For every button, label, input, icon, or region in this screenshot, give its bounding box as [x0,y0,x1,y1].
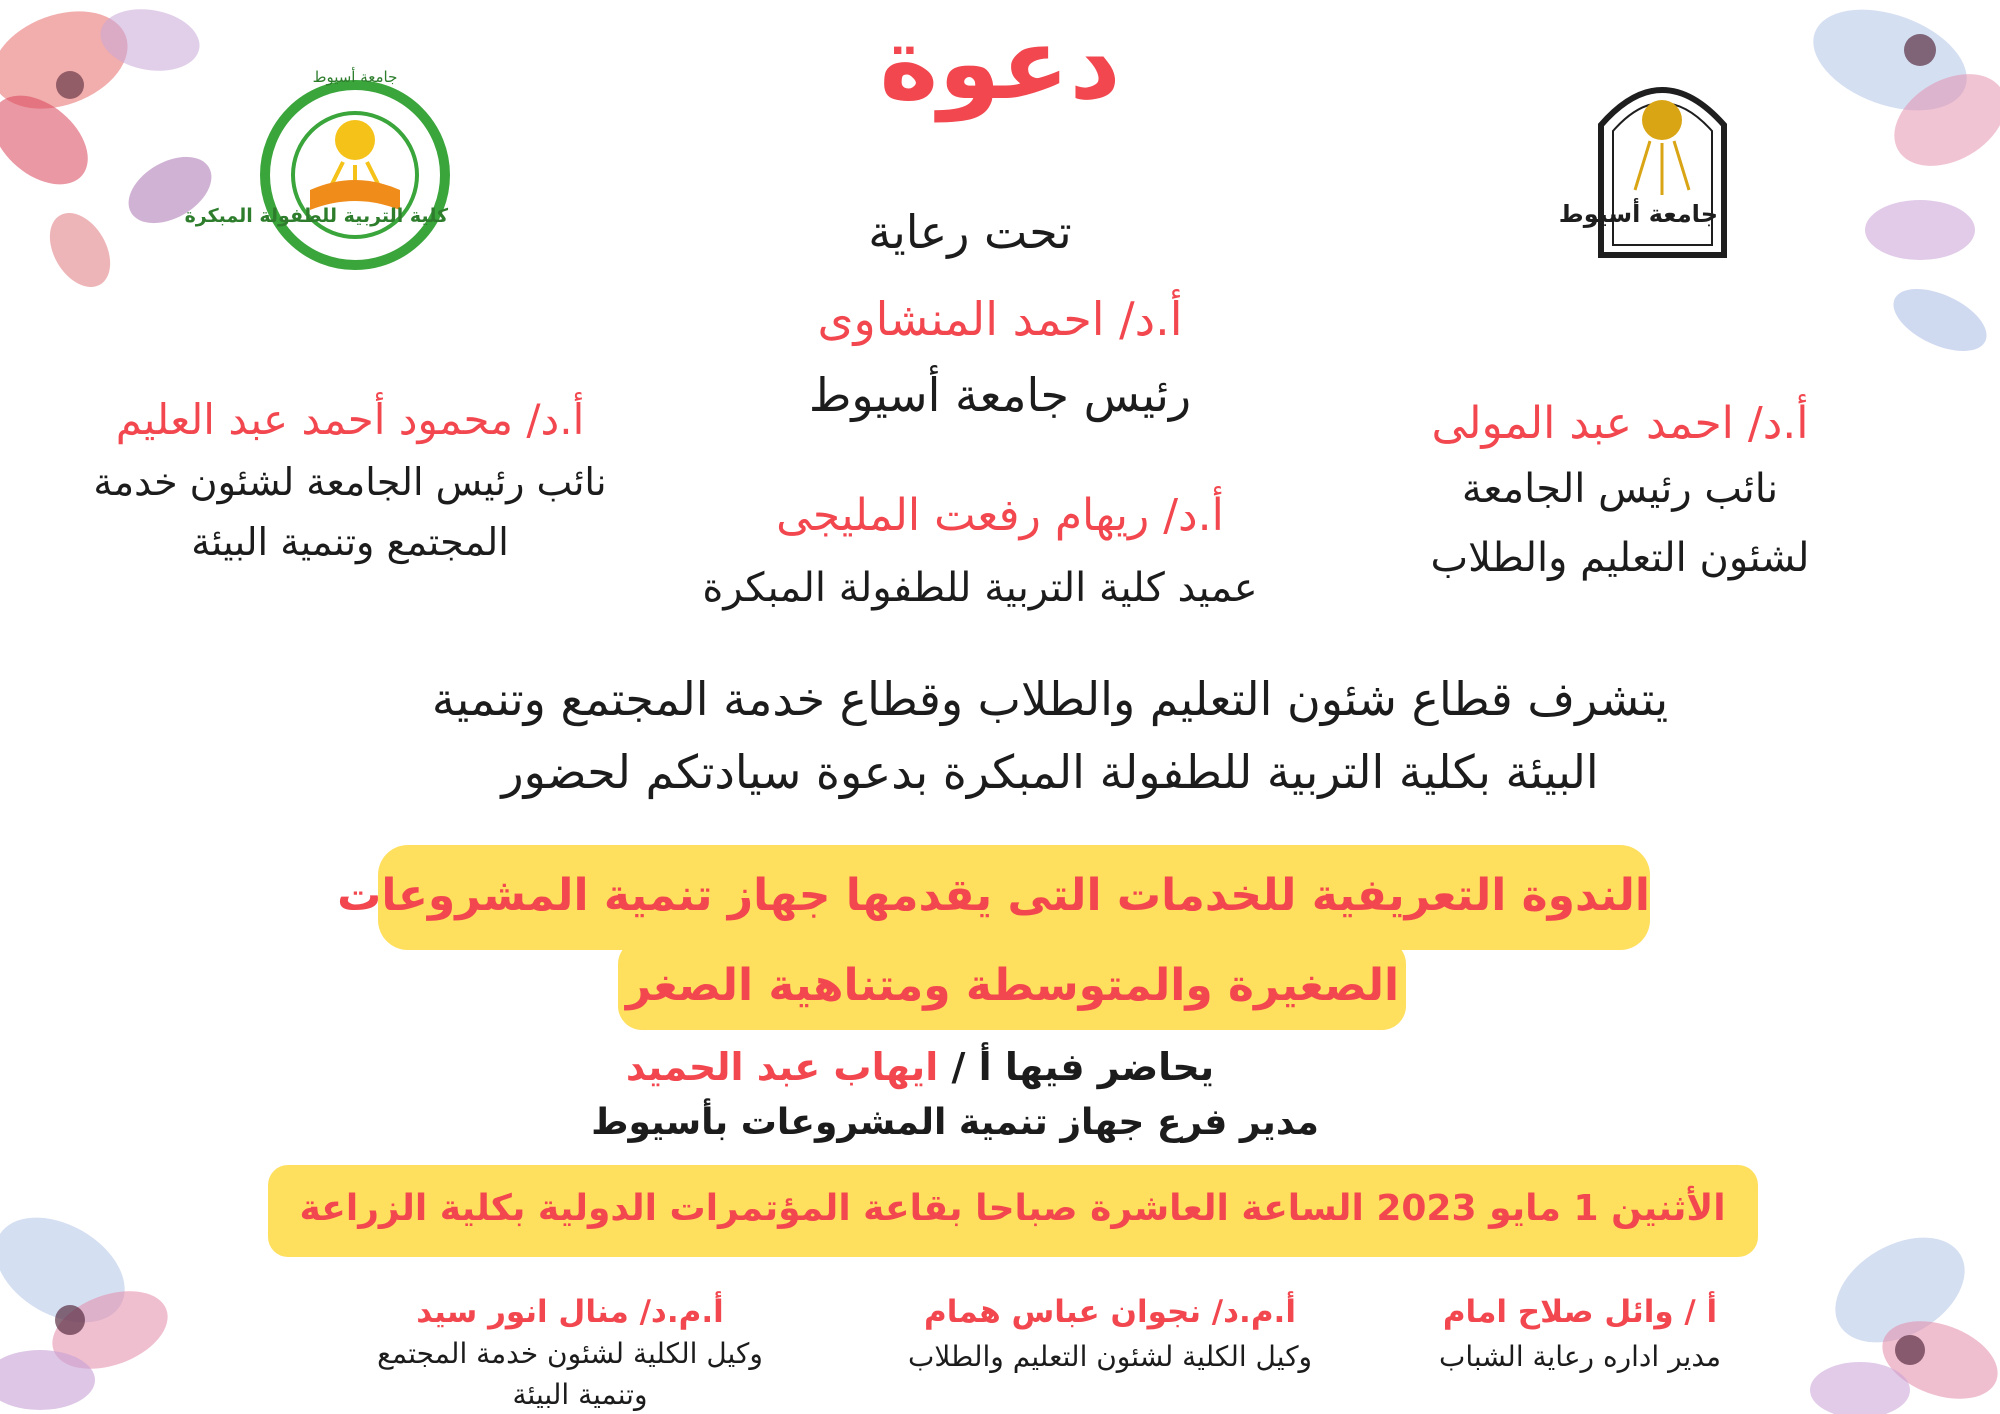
vp-education-role-line2: لشئون التعليم والطلاب [1430,535,1810,581]
flower-decoration-top-right [1740,0,2000,400]
vp-education-name: أ.د/ احمد عبد المولى [1431,398,1809,449]
lecturer-role: مدير فرع جهاز تنمية المشروعات بأسيوط [591,1102,1319,1143]
footer-vice-dean-education-role: وكيل الكلية لشئون التعليم والطلاب [907,1340,1313,1373]
seminar-title-line-2: الصغيرة والمتوسطة ومتناهية الصغر [625,960,1400,1011]
flower-decoration-bottom-left [0,1140,240,1414]
faculty-logo-ring-text: كلية التربية للطفولة المبكرة [184,205,448,227]
faculty-logo-top-text: جامعة أسيوط [312,68,398,86]
footer-vice-dean-community-role-line1: وكيل الكلية لشئون خدمة المجتمع [377,1337,763,1370]
intro-line-2: البيئة بكلية التربية للطفولة المبكرة بدعوة سيادتكم لحضور [501,745,1599,799]
patronage-label: تحت رعاية [868,205,1072,259]
footer-vice-dean-community-role-line2: وتنمية البيئة [512,1378,648,1411]
event-date-location: الأثنين 1 مايو 2023 الساعة العاشرة صباحا بقاعة المؤتمرات الدولية بكلية الزراعة [299,1188,1726,1229]
vp-community-role-line1: نائب رئيس الجامعة لشئون خدمة [93,460,607,504]
vp-community-role-line2: المجتمع وتنمية البيئة [191,520,509,564]
flower-decoration-bottom-right [1780,1160,2000,1414]
footer-vice-dean-education-name: أ.م.د/ نجوان عباس همام [924,1294,1296,1330]
vp-education-role-line1: نائب رئيس الجامعة [1461,466,1779,512]
footer-youth-director-role: مدير اداره رعاية الشباب [1438,1340,1722,1373]
vp-community-name: أ.د/ محمود أحمد عبد العليم [115,395,585,444]
invitation-title: دعوة [879,5,1121,122]
footer-youth-director-name: أ / وائل صلاح امام [1442,1294,1718,1330]
university-logo-text: جامعة أسيوط [1558,200,1718,228]
flower-decoration-top-left [0,0,260,300]
seminar-title-line-1: الندوة التعريفية للخدمات التى يقدمها جهاز تنمية المشروعات [337,870,1650,921]
university-logo [1558,65,1730,260]
dean-name: أ.د/ ريهام رفعت المليجى [776,490,1224,541]
president-name: أ.د/ احمد المنشاوى [817,292,1183,346]
intro-line-1: يتشرف قطاع شئون التعليم والطلاب وقطاع خدمة المجتمع وتنمية [431,672,1669,726]
lecturer-prefix: يحاضر فيها أ / [951,1045,1215,1089]
footer-vice-dean-community-name: أ.م.د/ منال انور سيد [416,1294,724,1330]
faculty-logo [184,70,455,270]
president-role: رئيس جامعة أسيوط [808,368,1192,422]
lecturer-name: ايهاب عبد الحميد [625,1045,939,1089]
lecturer-line [560,1045,1280,1089]
dean-role: عميد كلية التربية للطفولة المبكرة [702,565,1258,611]
